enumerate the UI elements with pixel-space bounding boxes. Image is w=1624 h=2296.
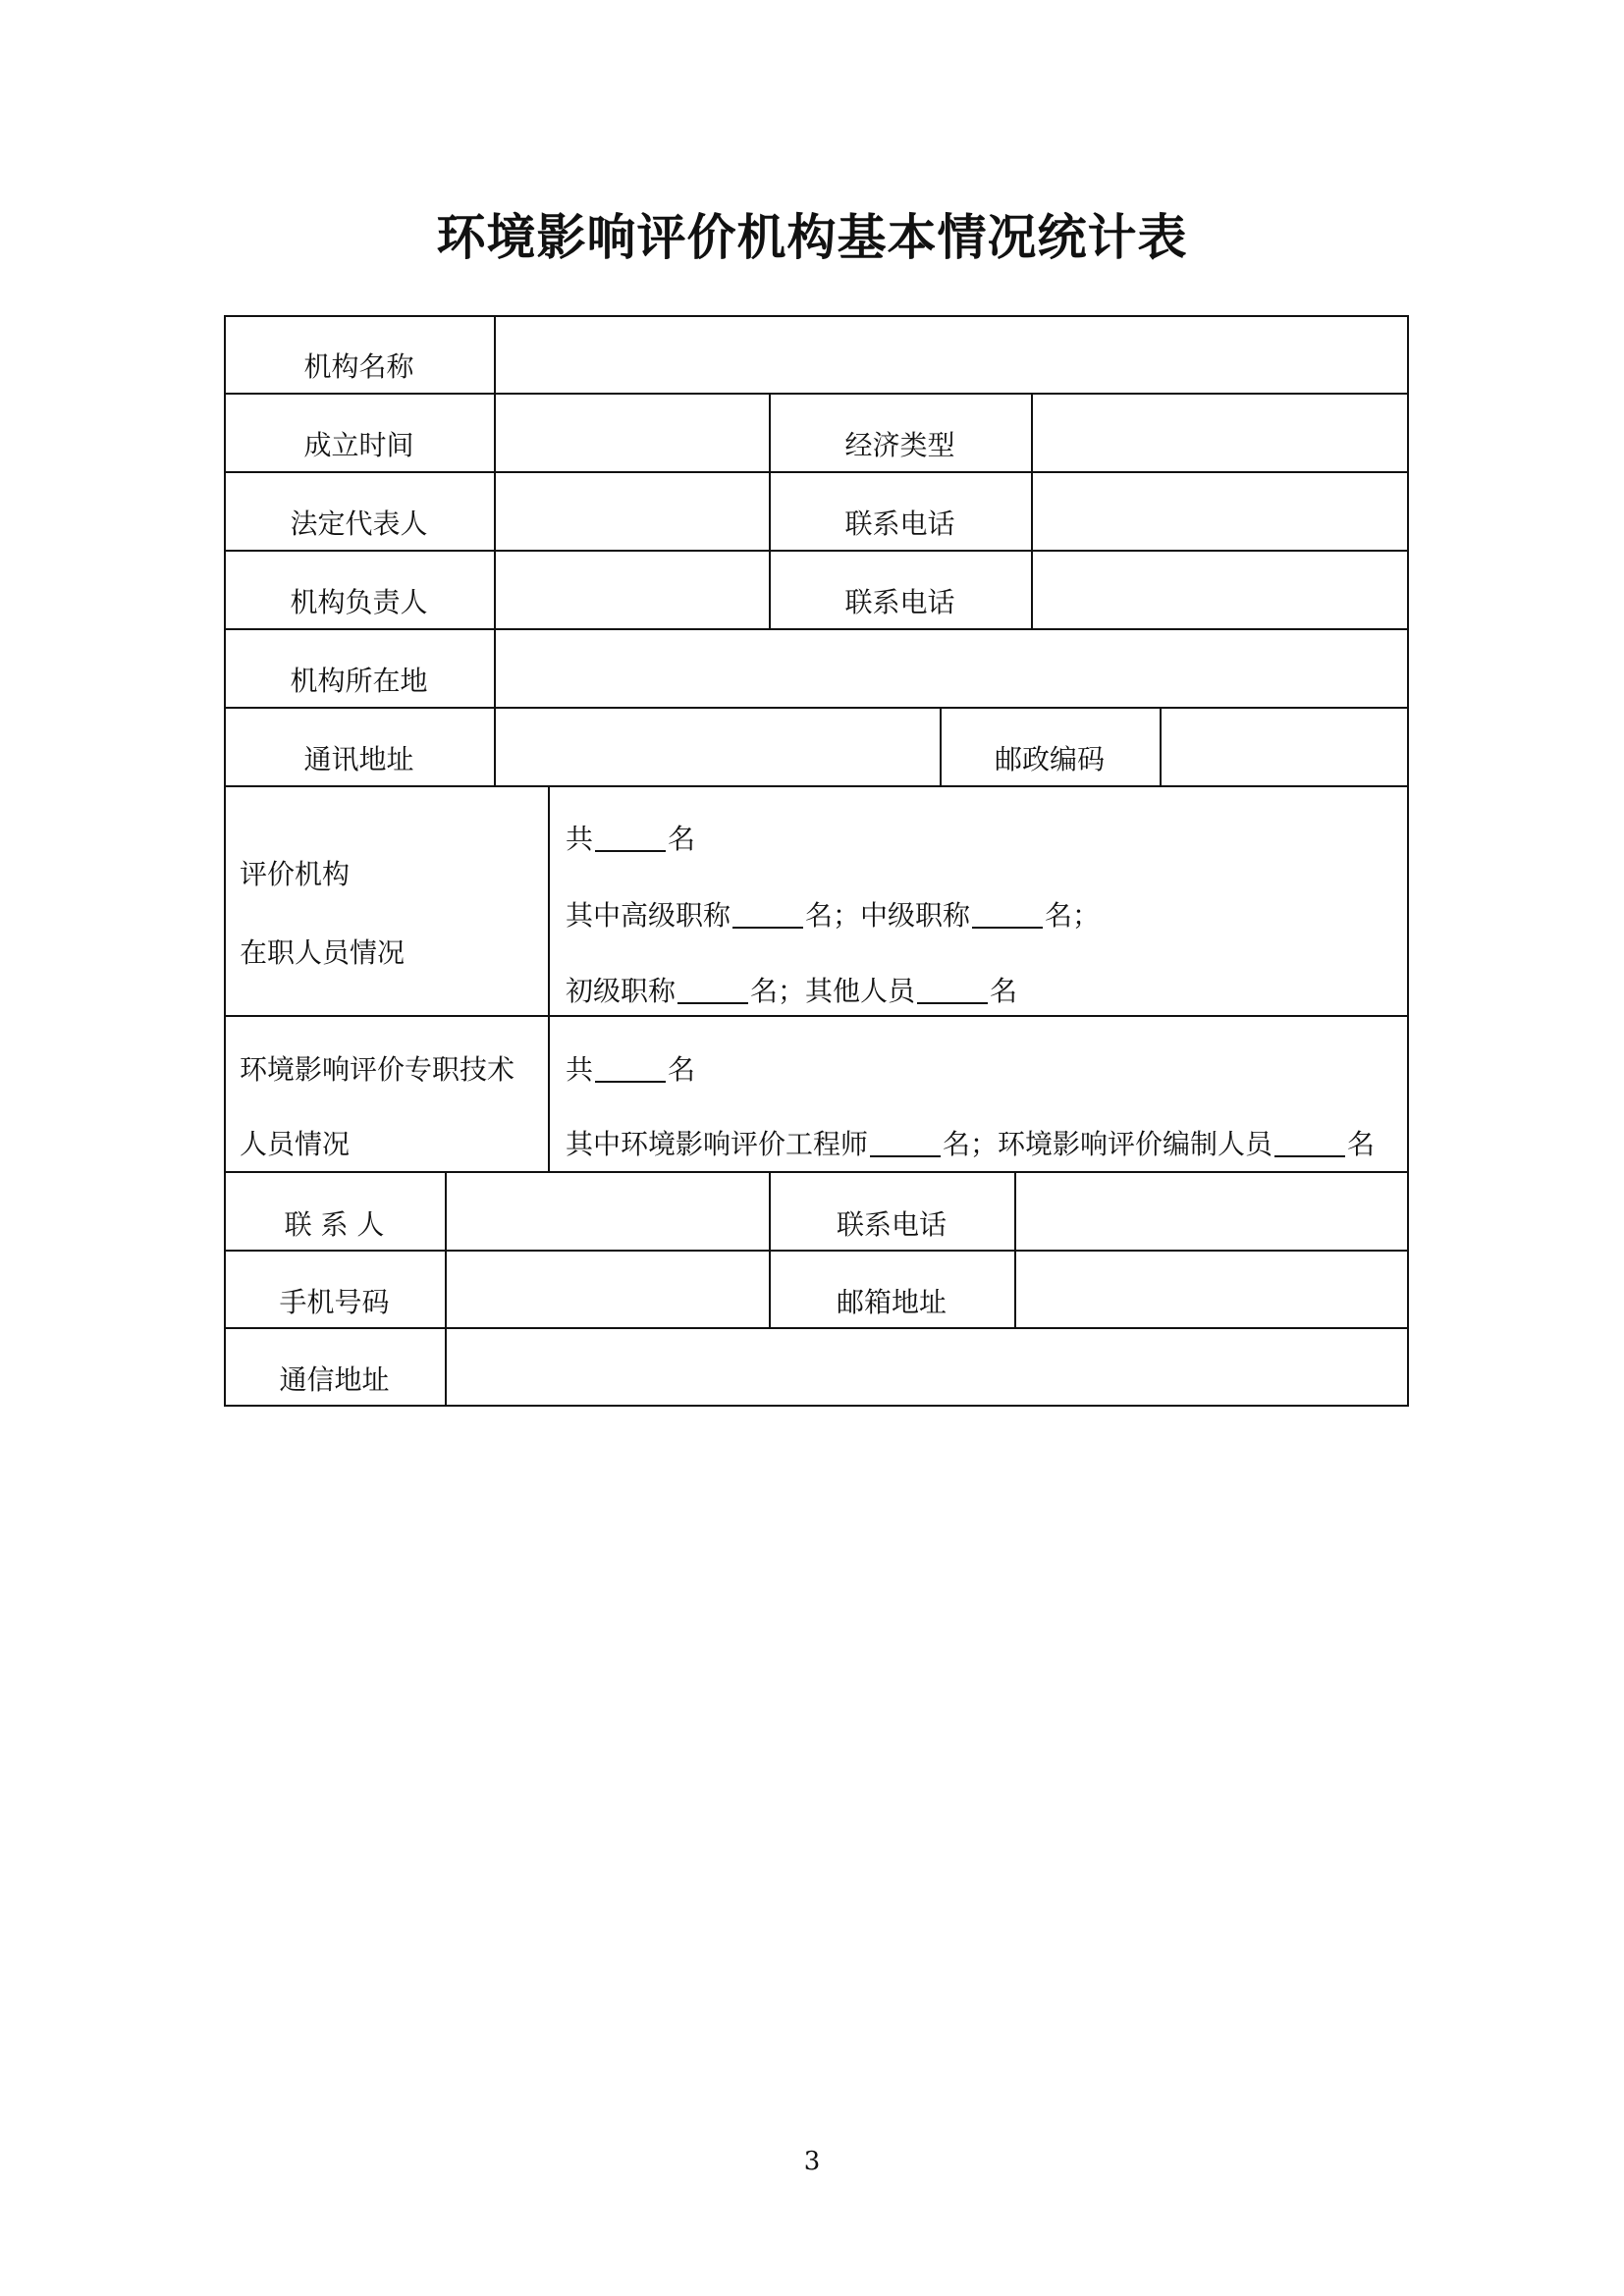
- table-line: [1014, 1171, 1016, 1329]
- table-line: [224, 1171, 1409, 1173]
- staff-titles-line: [566, 899, 1100, 933]
- table-line: [494, 315, 496, 787]
- staff-total-line: [566, 823, 695, 856]
- staff-middle-blank[interactable]: [972, 927, 1043, 929]
- table-line: [224, 1015, 1409, 1017]
- tech-compiler-label: 名；环境影响评价编制人员: [943, 1128, 1273, 1160]
- staff-junior-label: 初级职称: [566, 975, 677, 1007]
- tech-compiler-blank[interactable]: [1274, 1155, 1345, 1157]
- staff-other-suffix: 名: [990, 975, 1018, 1007]
- staff-other-blank[interactable]: [917, 1002, 988, 1004]
- label-staff-line2: 在职人员情况: [240, 936, 406, 969]
- info-table: [224, 315, 1409, 1407]
- label-org-head: 机构负责人: [290, 586, 428, 618]
- staff-middle-suffix: 名；: [1045, 899, 1101, 932]
- staff-total-prefix: 共: [566, 823, 594, 855]
- tech-total-line: [566, 1053, 695, 1087]
- label-staff-line1: 评价机构: [240, 858, 351, 890]
- table-line: [224, 707, 1409, 709]
- table-line: [1031, 393, 1033, 630]
- table-line: [1407, 315, 1409, 1407]
- label-location: 机构所在地: [290, 665, 428, 697]
- label-email: 邮箱地址: [836, 1286, 947, 1318]
- label-org-head-phone: 联系电话: [844, 586, 955, 618]
- label-tech-staff-line2: 人员情况: [240, 1128, 351, 1160]
- table-line: [224, 393, 1409, 395]
- label-mobile: 手机号码: [279, 1286, 390, 1318]
- staff-total-suffix: 名: [668, 823, 696, 855]
- tech-detail-line: [566, 1128, 1375, 1161]
- page-number: 3: [803, 2147, 821, 2176]
- tech-compiler-suffix: 名: [1347, 1128, 1376, 1160]
- staff-junior-line: [566, 975, 1017, 1008]
- table-line: [224, 315, 226, 1407]
- table-line: [224, 1250, 1409, 1252]
- table-line: [445, 1171, 447, 1407]
- label-mail-address: 通信地址: [279, 1363, 390, 1396]
- tech-engineer-label: 其中环境影响评价工程师: [566, 1128, 869, 1160]
- staff-senior-label: 其中高级职称: [566, 899, 731, 932]
- tech-engineer-blank[interactable]: [870, 1155, 941, 1157]
- tech-total-suffix: 名: [668, 1053, 696, 1086]
- label-contact-phone: 联系电话: [836, 1208, 947, 1241]
- tech-total-prefix: 共: [566, 1053, 594, 1086]
- table-line: [224, 550, 1409, 552]
- staff-total-blank[interactable]: [595, 850, 666, 852]
- label-established: 成立时间: [303, 429, 414, 461]
- tech-total-blank[interactable]: [595, 1081, 666, 1083]
- label-address: 通讯地址: [303, 743, 414, 775]
- staff-junior-blank[interactable]: [677, 1002, 748, 1004]
- staff-middle-label: 名；中级职称: [805, 899, 971, 932]
- label-tech-staff-line1: 环境影响评价专职技术: [240, 1053, 515, 1086]
- table-line: [224, 785, 1409, 787]
- table-line: [224, 315, 1409, 317]
- table-line: [548, 785, 550, 1173]
- label-contact: 联 系 人: [284, 1208, 385, 1241]
- staff-senior-blank[interactable]: [732, 927, 803, 929]
- label-legal-rep: 法定代表人: [290, 507, 428, 540]
- table-line: [224, 1405, 1409, 1407]
- label-org-name: 机构名称: [303, 350, 414, 383]
- table-line: [224, 1327, 1409, 1329]
- staff-other-label: 名；其他人员: [750, 975, 916, 1007]
- page-title: 环境影响评价机构基本情况统计表: [436, 208, 1188, 266]
- label-legal-rep-phone: 联系电话: [844, 507, 955, 540]
- table-line: [224, 471, 1409, 473]
- label-postcode: 邮政编码: [994, 743, 1105, 775]
- table-line: [224, 628, 1409, 630]
- label-economic-type: 经济类型: [844, 429, 955, 461]
- table-line: [1160, 707, 1162, 787]
